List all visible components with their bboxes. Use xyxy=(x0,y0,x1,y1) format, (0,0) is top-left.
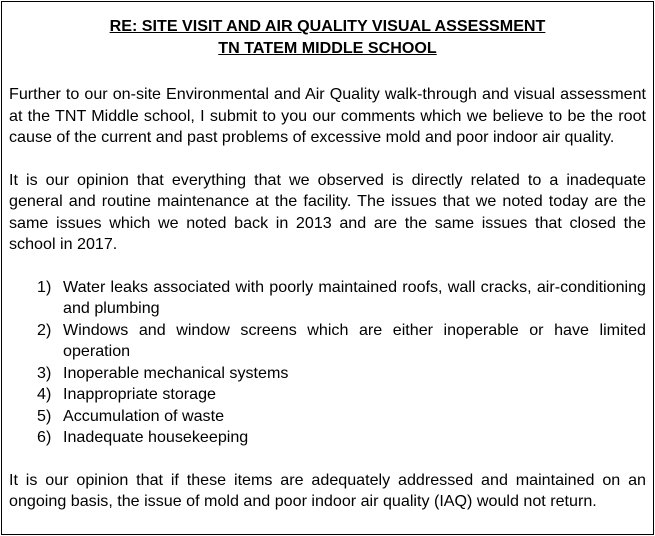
list-item-number: 4) xyxy=(37,385,52,403)
title-line-2: TN TATEM MIDDLE SCHOOL xyxy=(218,39,437,57)
list-item-number: 3) xyxy=(37,363,52,382)
opinion-paragraph: It is our opinion that everything that we observed is directly related to a inadequate general and routine maintenance at the facility. The issues that we noted today are the same issues which we noted back in 2013 and are the same issues that closed the school in 2017. xyxy=(9,170,646,253)
intro-paragraph: Further to our on-site Environmental and Air Quality walk-through and visual assessment at the TNT Middle school, I submit to you our comments which we believe to be the root cause of the current and past problems of excessive mold and poor indoor air quality. xyxy=(9,85,646,146)
list-item-text: Inoperable mechanical systems xyxy=(63,363,289,382)
list-item-text: Accumulation of waste xyxy=(63,406,225,425)
conclusion-paragraph: It is our opinion that if these items are adequately addressed and maintained on an ongoing basis, the issue of mold and poor indoor air quality (IAQ) would not return. xyxy=(9,470,646,510)
list-item xyxy=(9,277,646,320)
list-item-text: Inadequate housekeeping xyxy=(63,428,249,446)
list-item-text: Inappropriate storage xyxy=(63,385,216,403)
list-item-text: Water leaks associated with poorly maintained roofs, wall cracks, air-conditioning and plumbing xyxy=(63,277,646,317)
document-frame xyxy=(1,1,654,535)
list-item xyxy=(9,406,646,428)
list-item xyxy=(9,384,646,406)
document-body xyxy=(9,15,646,513)
list-item-number: 5) xyxy=(37,406,52,425)
list-item xyxy=(9,320,646,363)
list-item-number: 2) xyxy=(37,320,52,339)
issues-list xyxy=(9,277,646,449)
title-line-1: RE: SITE VISIT AND AIR QUALITY VISUAL ASSESSMENT xyxy=(109,17,546,35)
list-item xyxy=(9,427,646,449)
list-item-number: 1) xyxy=(37,277,52,296)
list-item xyxy=(9,363,646,385)
list-item-text: Windows and window screens which are either inoperable or have limited operation xyxy=(63,320,646,360)
list-item-number: 6) xyxy=(37,428,52,446)
document-title xyxy=(9,15,646,59)
